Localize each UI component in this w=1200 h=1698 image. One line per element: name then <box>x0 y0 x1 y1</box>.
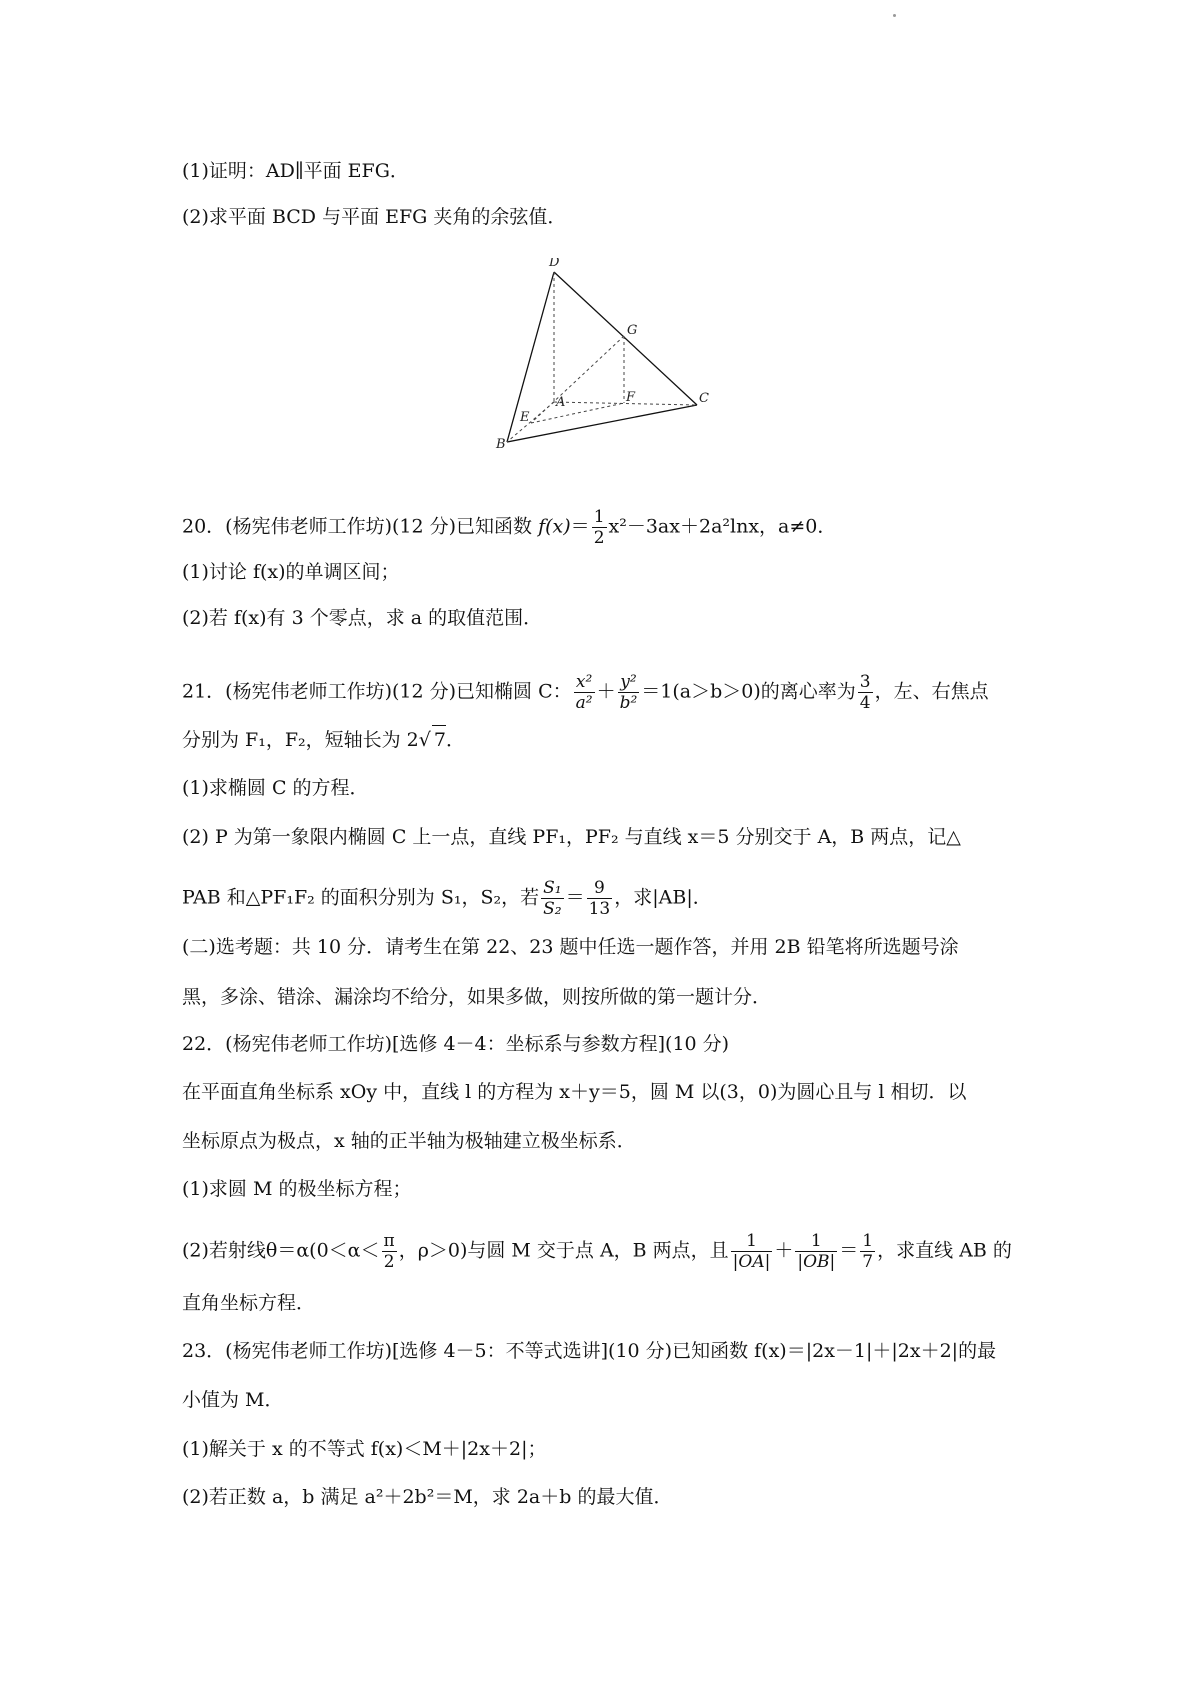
q22-sub2-line1: (2)若射线θ＝α(0＜α＜ $\frac{\pi}{2}$ ，ρ＞0)与圆 M 交于点 A，B 两点，且 $\frac{1}{|OA|}$ ＋ $\frac{1}{|OB|}$ ＝ $\frac{1}{7}$ ，求直线 AB 的 <box>182 1231 1012 1272</box>
q21-ratio-fraction: $\frac{9}{13}$ <box>588 878 611 919</box>
edge-AB <box>507 402 554 442</box>
optional-note-line1: (二)选考题：共 10 分．请考生在第 22、23 题中任选一题作答，并用 2B 铅笔将所选题号涂 <box>182 936 959 958</box>
q22-ob-fraction: $\frac{1}{|OB|}$ <box>797 1231 836 1272</box>
q21-sub2-line2: PAB 和△PF₁F₂ 的面积分别为 S₁，S₂，若 $\frac{\text{S₁}}{\text{S₂}}$ ＝ $\frac{9}{13}$ ，求|AB|． <box>182 878 712 919</box>
q21-eccentricity-fraction: $\frac{3}{4}$ <box>859 672 871 713</box>
edge-GE <box>531 336 624 423</box>
q23-sub2: (2)若正数 a，b 满足 a²＋2b²＝M，求 2a＋b 的最大值． <box>182 1486 673 1508</box>
q21-stem-line1: 21．(杨宪伟老师工作坊)(12 分)已知椭圆 C： $\frac{\text{x²}}{\text{a²}}$ ＋ $\frac{\text{y²}}{\text{b²}}$ ＝1(a＞b＞0)的离心率为 $\frac{3}{4}$ ，左、右焦点 <box>182 672 989 713</box>
q22-line2: 坐标原点为极点，x 轴的正半轴为极轴建立极坐标系． <box>182 1130 636 1152</box>
optional-note-line2: 黑，多涂、错涂、漏涂均不给分，如果多做，则按所做的第一题计分． <box>182 986 772 1008</box>
q21-sub2-line1: (2) P 为第一象限内椭圆 C 上一点，直线 PF₁，PF₂ 与直线 x＝5 分别交于 A，B 两点，记△ <box>182 826 961 848</box>
q23-line2: 小值为 M． <box>182 1389 284 1411</box>
q22-seven-fraction: $\frac{1}{7}$ <box>862 1231 874 1272</box>
q22-title: 22．(杨宪伟老师工作坊)[选修 4－4：坐标系与参数方程](10 分) <box>182 1033 730 1055</box>
q21-stem-line2: 分别为 F₁，F₂，短轴长为 2√ 7． <box>182 725 1042 754</box>
edge-DB <box>507 272 554 442</box>
sqrt-sign: √ <box>418 729 431 751</box>
q21-y-fraction: $\frac{\text{y²}}{\text{b²}}$ <box>619 672 638 713</box>
label-F: F <box>626 390 636 405</box>
q20-stem: 20．(杨宪伟老师工作坊)(12 分)已知函数 f(x)＝ $\frac{1}{2}$ x²－3ax＋2a²lnx，a≠0． <box>182 507 837 548</box>
q19-sub2: (2)求平面 BCD 与平面 EFG 夹角的余弦值． <box>182 206 567 228</box>
q22-sub1: (1)求圆 M 的极坐标方程； <box>182 1178 412 1200</box>
tetrahedron-figure <box>487 258 742 478</box>
edge-BC <box>507 405 697 442</box>
q20-half-fraction: $\frac{1}{2}$ <box>593 507 605 548</box>
label-A: A <box>556 395 566 410</box>
q20-sub2: (2)若 f(x)有 3 个零点，求 a 的取值范围． <box>182 607 543 629</box>
q20-sub1: (1)讨论 f(x)的单调区间； <box>182 561 400 583</box>
q22-oa-fraction: $\frac{1}{|OA|}$ <box>732 1231 771 1272</box>
label-B: B <box>496 437 506 452</box>
q22-sub2-line2: 直角坐标方程． <box>182 1292 316 1314</box>
scan-dot <box>893 14 896 17</box>
q21-area-fraction: $\frac{\text{S₁}}{\text{S₂}}$ <box>543 878 562 919</box>
q23-sub1: (1)解关于 x 的不等式 f(x)＜M＋|2x＋2|； <box>182 1438 547 1460</box>
q21-x-fraction: $\frac{\text{x²}}{\text{a²}}$ <box>575 672 593 713</box>
label-C: C <box>699 391 709 406</box>
label-G: G <box>627 323 638 338</box>
edge-DC <box>554 272 697 405</box>
label-D: D <box>549 258 560 270</box>
q19-sub1: (1)证明：AD∥平面 EFG． <box>182 160 409 182</box>
edge-EF <box>531 403 624 423</box>
q21-sub1: (1)求椭圆 C 的方程． <box>182 777 369 799</box>
q23-line1: 23．(杨宪伟老师工作坊)[选修 4－5：不等式选讲](10 分)已知函数 f(x)＝|2x－1|＋|2x＋2|的最 <box>182 1340 997 1362</box>
label-E: E <box>520 410 530 425</box>
tetrahedron-svg <box>487 258 742 478</box>
q22-line1: 在平面直角坐标系 xOy 中，直线 l 的方程为 x＋y＝5，圆 M 以(3，0)为圆心且与 l 相切．以 <box>182 1081 967 1103</box>
q22-pi-fraction: $\frac{\pi}{2}$ <box>383 1231 395 1272</box>
